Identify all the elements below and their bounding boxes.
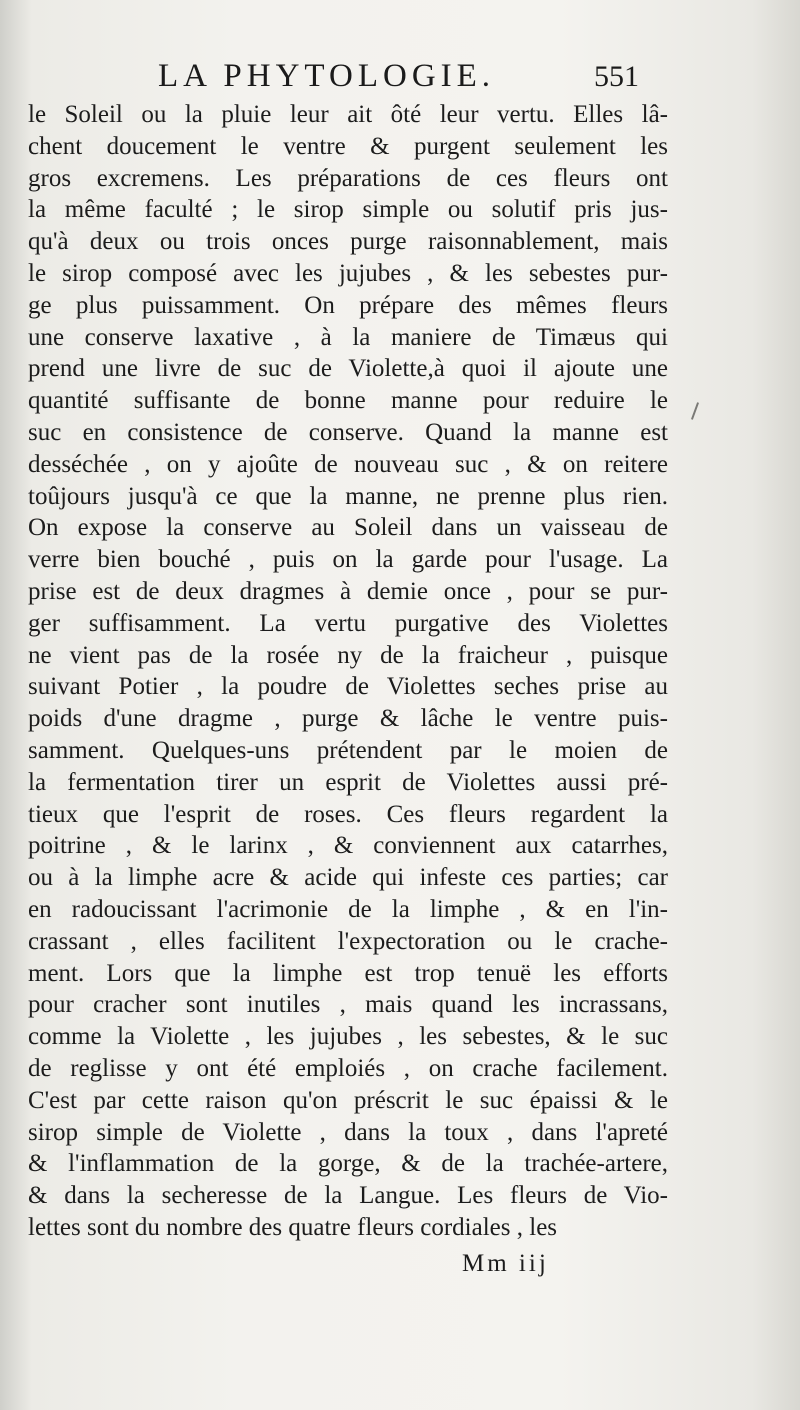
text-line: crassant , elles facilitent l'expectoration ou le crache- bbox=[28, 927, 668, 955]
text-line: comme la Violette , les jujubes , les sebestes, & le suc bbox=[28, 1023, 668, 1051]
page-header bbox=[0, 58, 800, 98]
text-line: en radoucissant l'acrimonie de la limphe , & en l'in- bbox=[28, 895, 668, 923]
text-line: prend une livre de suc de Violette,à quoi il ajoute une bbox=[28, 355, 668, 383]
text-line: ou à la limphe acre & acide qui infeste ces parties; car bbox=[28, 864, 668, 892]
text-line: gros excremens. Les préparations de ces fleurs ont bbox=[28, 164, 668, 192]
text-line: ge plus puissamment. On prépare des mêmes fleurs bbox=[28, 291, 668, 319]
text-line: poids d'une dragme , purge & lâche le ventre puis- bbox=[28, 705, 668, 733]
signature-mark: Mm iij bbox=[462, 1250, 549, 1277]
text-line: sirop simple de Violette , dans la toux , dans l'apreté bbox=[28, 1118, 668, 1146]
text-line: ne vient pas de la rosée ny de la fraicheur , puisque bbox=[28, 641, 668, 669]
text-line: la fermentation tirer un esprit de Violettes aussi pré- bbox=[28, 768, 668, 796]
text-line: de reglisse y ont été emploiés , on crache facilement. bbox=[28, 1054, 668, 1082]
text-line: lettes sont du nombre des quatre fleurs cordiales , les bbox=[28, 1213, 558, 1241]
text-line: toûjours jusqu'à ce que la manne, ne prenne plus rien. bbox=[28, 482, 668, 510]
text-line: le sirop composé avec les jujubes , & les sebestes pur- bbox=[28, 259, 668, 287]
text-line: une conserve laxative , à la maniere de Timæus qui bbox=[28, 323, 668, 351]
text-line: suivant Potier , la poudre de Violettes seches prise au bbox=[28, 673, 668, 701]
text-line: C'est par cette raison qu'on préscrit le suc épaissi & le bbox=[28, 1086, 668, 1114]
text-line: tieux que l'esprit de roses. Ces fleurs regardent la bbox=[28, 800, 668, 828]
text-line: ger suffisamment. La vertu purgative des Violettes bbox=[28, 609, 668, 637]
text-line: suc en consistence de conserve. Quand la manne est bbox=[28, 418, 668, 446]
text-line: On expose la conserve au Soleil dans un vaisseau de bbox=[28, 514, 668, 542]
text-line: prise est de deux dragmes à demie once , pour se pur- bbox=[28, 577, 668, 605]
text-line: la même faculté ; le sirop simple ou solutif pris jus- bbox=[28, 196, 668, 224]
running-title: LA PHYTOLOGIE. bbox=[158, 58, 496, 94]
page-number: 551 bbox=[594, 60, 639, 93]
text-line: desséchée , on y ajoûte de nouveau suc , & on reitere bbox=[28, 450, 668, 478]
text-line: pour cracher sont inutiles , mais quand les incrassans, bbox=[28, 991, 668, 1019]
text-line: poitrine , & le larinx , & conviennent aux catarrhes, bbox=[28, 832, 668, 860]
text-line: & l'inflammation de la gorge, & de la trachée-artere, bbox=[28, 1150, 668, 1178]
margin-mark bbox=[691, 402, 699, 420]
text-line: chent doucement le ventre & purgent seulement les bbox=[28, 132, 668, 160]
text-line: quantité suffisante de bonne manne pour reduire le bbox=[28, 387, 668, 415]
text-line: le Soleil ou la pluie leur ait ôté leur vertu. Elles lâ- bbox=[28, 101, 668, 128]
text-line: verre bien bouché , puis on la garde pour l'usage. La bbox=[28, 546, 668, 574]
body-text bbox=[28, 99, 668, 1244]
text-line: ment. Lors que la limphe est trop tenuë les efforts bbox=[28, 959, 668, 987]
text-line: samment. Quelques-uns prétendent par le moien de bbox=[28, 736, 668, 764]
text-line: & dans la secheresse de la Langue. Les fleurs de Vio- bbox=[28, 1182, 668, 1210]
text-line: qu'à deux ou trois onces purge raisonnablement, mais bbox=[28, 228, 668, 256]
